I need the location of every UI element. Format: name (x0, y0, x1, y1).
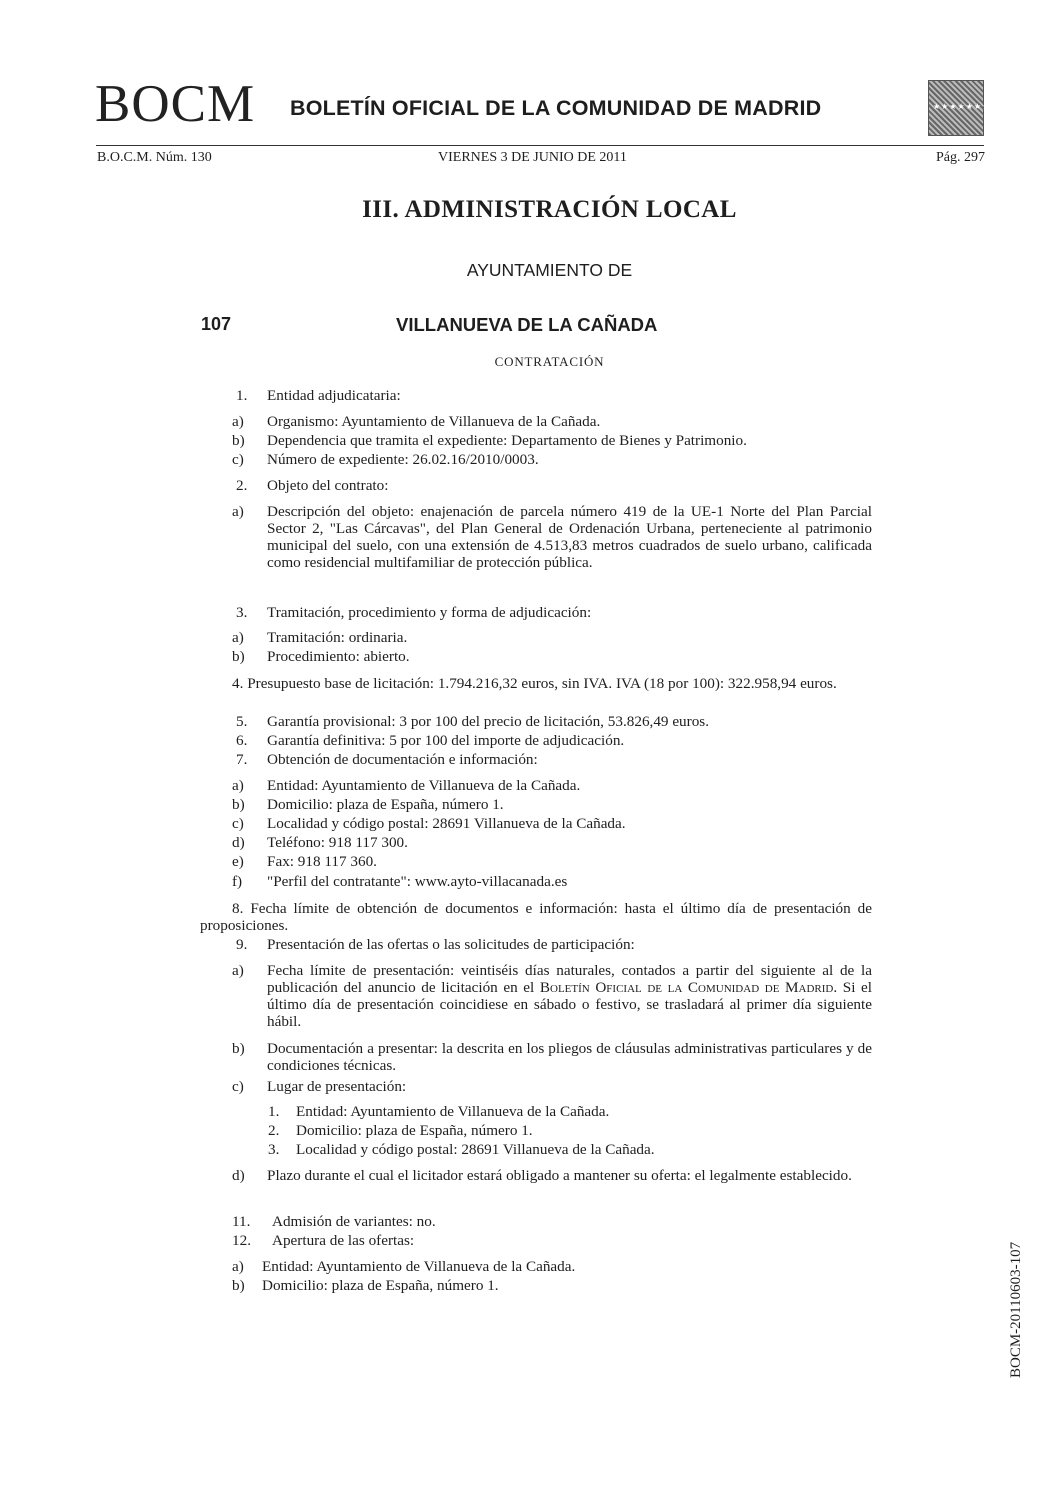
subheading: CONTRATACIÓN (494, 354, 605, 369)
list-item: 1. Entidad adjudicataria: (236, 387, 401, 404)
list-item: 2. Objeto del contrato: (236, 477, 389, 494)
issue-number: B.O.C.M. Núm. 130 (97, 150, 212, 165)
list-item: c) Número de expediente: 26.02.16/2010/0003. (232, 451, 539, 468)
emblem-stars: ★★★★★★★ (933, 102, 991, 111)
list-item: f) "Perfil del contratante": www.ayto-villacanada.es (232, 873, 872, 890)
list-item: 2. Domicilio: plaza de España, número 1. (268, 1122, 533, 1139)
madrid-emblem-icon (928, 80, 991, 136)
list-item: e) Fax: 918 117 360. (232, 853, 377, 870)
section-title: III. ADMINISTRACIÓN LOCAL (362, 196, 737, 223)
list-item: b) Domicilio: plaza de España, número 1. (232, 1277, 499, 1294)
announcement-number: 107 (201, 314, 232, 334)
list-item: 5. Garantía provisional: 3 por 100 del precio de licitación, 53.826,49 euros. (236, 713, 710, 730)
bocm-logo: BOCM (95, 75, 256, 133)
list-item: 4. Presupuesto base de licitación: 1.794.216,32 euros, sin IVA. IVA (18 por 100): 322.958,94 euros. (232, 675, 837, 692)
list-item: b) Domicilio: plaza de España, número 1. (232, 796, 504, 813)
list-item: a) Entidad: Ayuntamiento de Villanueva de la Cañada. (232, 777, 581, 794)
list-item: c) Lugar de presentación: (232, 1078, 407, 1095)
side-reference: BOCM-20110603-107 (1008, 1241, 1024, 1378)
list-item: 6. Garantía definitiva: 5 por 100 del importe de adjudicación. (236, 732, 625, 749)
publication-title: BOLETÍN OFICIAL DE LA COMUNIDAD DE MADRID (290, 96, 822, 120)
list-item: a) Tramitación: ordinaria. (232, 629, 408, 646)
list-item: 9. Presentación de las ofertas o las solicitudes de participación: (236, 936, 635, 953)
list-item: b) Documentación a presentar: la descrita en los pliegos de cláusulas administrativas particulares y de condiciones técnicas. (232, 1040, 872, 1074)
list-item: a) Organismo: Ayuntamiento de Villanueva de la Cañada. (232, 413, 601, 430)
header-rule (96, 145, 984, 146)
list-item: b) Dependencia que tramita el expediente: Departamento de Bienes y Patrimonio. (232, 432, 747, 449)
list-item: 8. Fecha límite de obtención de documentos e información: hasta el último día de presentación de proposiciones. (200, 900, 872, 934)
body-name: AYUNTAMIENTO DE (466, 260, 633, 280)
list-item: d) Plazo durante el cual el licitador estará obligado a mantener su oferta: el legalmente establecido. (232, 1167, 852, 1184)
issue-date: VIERNES 3 DE JUNIO DE 2011 (438, 150, 627, 165)
list-item: a) Fecha límite de presentación: veintiséis días naturales, contados a partir del siguiente al de la publicación del anuncio de licitación en el Boletín Oficial de la Comunidad de Madrid. Si el último día de presentación coincidiese en sábado o festivo, se trasladará al primer día siguiente hábil. (232, 962, 872, 1030)
list-item: 12. Apertura de las ofertas: (232, 1232, 415, 1249)
list-item: a) Entidad: Ayuntamiento de Villanueva de la Cañada. (232, 1258, 576, 1275)
list-item: 11. Admisión de variantes: no. (232, 1213, 436, 1230)
list-item: 1. Entidad: Ayuntamiento de Villanueva de la Cañada. (268, 1103, 610, 1120)
list-item: d) Teléfono: 918 117 300. (232, 834, 408, 851)
list-item: 7. Obtención de documentación e información: (236, 751, 538, 768)
profile-url: "Perfil del contratante": www.ayto-villacanada.es (267, 873, 568, 890)
municipality-name: VILLANUEVA DE LA CAÑADA (396, 314, 658, 335)
list-item: c) Localidad y código postal: 28691 Villanueva de la Cañada. (232, 815, 626, 832)
page-number: Pág. 297 (936, 150, 985, 165)
list-item: b) Procedimiento: abierto. (232, 648, 410, 665)
list-item: 3. Tramitación, procedimiento y forma de adjudicación: (236, 604, 592, 621)
list-item: 3. Localidad y código postal: 28691 Villanueva de la Cañada. (268, 1141, 655, 1158)
list-item: a) Descripción del objeto: enajenación de parcela número 419 de la UE-1 Norte del Plan Parcial Sector 2, "Las Cárcavas", del Plan General de Ordenación Urbana, perteneciente al patrimonio municipal del suelo, con una extensión de 4.513,83 metros cuadrados de suelo urbano, calificada como residencial multifamiliar de protección pública. (232, 503, 872, 571)
